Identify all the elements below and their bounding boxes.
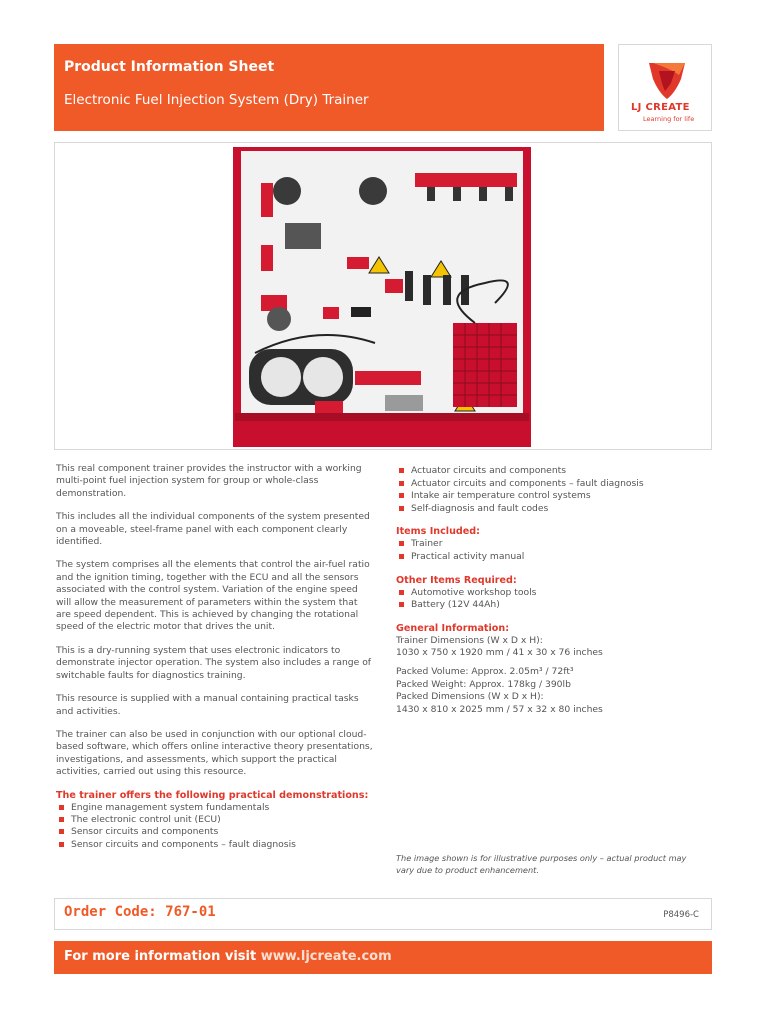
image-disclaimer: The image shown is for illustrative purposes only – actual product may vary due to product enhancement. [396,853,687,875]
description-paragraph: This resource is supplied with a manual containing practical tasks and activities. [56,693,359,717]
info-line: 1430 x 810 x 2025 mm / 57 x 32 x 80 inches [396,703,603,715]
demos-heading: The trainer offers the following practical demonstrations: [56,789,369,801]
list-item: Sensor circuits and components [56,826,374,838]
list-item: The electronic control unit (ECU) [56,814,374,826]
footer-band [54,941,712,974]
trainer-panel-photo [55,143,711,449]
description-column [56,463,374,851]
description-paragraph: The system comprises all the elements that control the air-fuel ratio and the ignition timing, together with the ECU and all the sensors associated with the control system. Variation of the engine speed will allow the measurement of parameters within the system that are speed dependent. This is achieved by changing the rotational speed of the electric motor that drives the unit. [56,559,370,633]
items-included-list [396,538,716,563]
demos-list-continued [396,465,716,515]
footer-label: For more information visit [64,949,261,964]
footer-text [64,949,392,964]
page-title: Product Information Sheet [64,59,275,75]
info-line: Packed Weight: Approx. 178kg / 390lb [396,678,571,690]
description-paragraph: This real component trainer provides the instructor with a working multi-point fuel injection system for group or whole-class demonstration. [56,463,362,499]
other-items-heading: Other Items Required: [396,574,517,586]
logo-tagline: Learning for life [643,115,695,123]
description-paragraph: The trainer can also be used in conjunction with our optional cloud-based software, which offers online interactive theory presentations, investigations, and assessments, which support the practical activities, carried out using this resource. [56,728,373,778]
info-line: Packed Volume: Approx. 2.05m³ / 72ft³ [396,665,574,677]
list-item: Actuator circuits and components [396,465,716,478]
logo [618,44,712,131]
list-item: Battery (12V 44Ah) [396,599,716,612]
product-title: Electronic Fuel Injection System (Dry) Trainer [64,92,369,108]
shield-logo-icon [645,57,689,101]
logo-name: LJ CREATE [631,102,690,113]
items-included-heading: Items Included: [396,526,480,538]
list-item: Sensor circuits and components – fault diagnosis [56,839,374,851]
order-code-box [54,898,712,930]
list-item: Actuator circuits and components – fault diagnosis [396,478,716,491]
list-item: Automotive workshop tools [396,587,716,600]
website-link[interactable]: www.ljcreate.com [260,949,392,964]
list-item: Engine management system fundamentals [56,802,374,814]
order-code: Order Code: 767-01 [64,904,216,920]
document-reference: P8496-C [663,910,699,920]
description-paragraph: This is a dry-running system that uses electronic indicators to demonstrate injector operation. The system also includes a range of switchable faults for diagnostics training. [56,644,372,681]
product-image [54,142,712,450]
description-paragraph: This includes all the individual components of the system presented on a moveable, steel-frame panel with each component clearly identified. [56,511,370,548]
list-item: Practical activity manual [396,551,716,564]
list-item: Self-diagnosis and fault codes [396,503,716,516]
other-items-list [396,587,716,612]
list-item: Intake air temperature control systems [396,490,716,503]
details-column [396,465,716,716]
general-information [396,623,716,717]
info-line: Packed Dimensions (W x D x H): [396,691,544,703]
demos-list [56,802,374,852]
header-band [54,44,604,131]
list-item: Trainer [396,538,716,551]
general-heading: General Information: [396,622,510,634]
info-line: 1030 x 750 x 1920 mm / 41 x 30 x 76 inches [396,647,603,659]
info-line: Trainer Dimensions (W x D x H): [396,634,543,646]
